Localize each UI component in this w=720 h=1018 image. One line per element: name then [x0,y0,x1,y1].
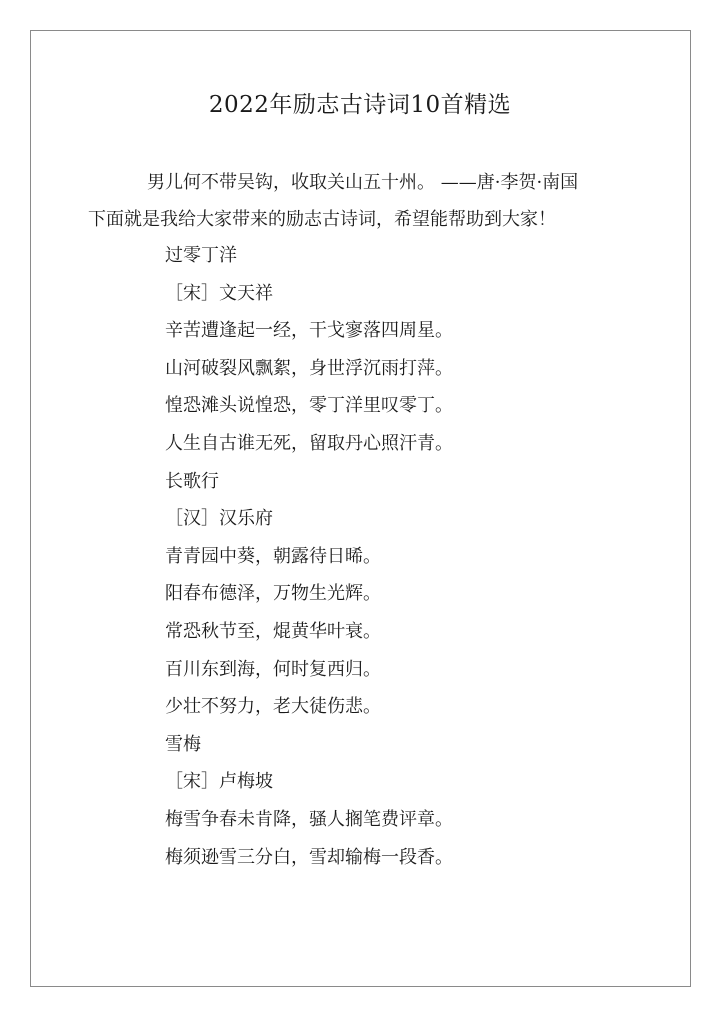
poem-title: 长歌行 [165,470,219,492]
poem-list [165,242,453,881]
intro-quote: 男儿何不带吴钩，收取关山五十州。 ——唐·李贺·南国 [147,172,579,193]
document-title: 2022年励志古诗词10首精选 [208,92,512,118]
poem-verse: 梅须逊雪三分白，雪却输梅一段香。 [165,846,453,868]
poem-title: 雪梅 [165,733,201,755]
poem-verse: 青青园中葵，朝露待日晞。 [165,545,381,567]
poem-verse: 辛苦遭逢起一经，干戈寥落四周星。 [165,320,453,342]
poem-author: ［汉］汉乐府 [165,508,273,530]
intro-sentence: 下面就是我给大家带来的励志古诗词，希望能帮助到大家！ [88,209,556,230]
poem-verse: 山河破裂风飘絮，身世浮沉雨打萍。 [165,357,453,379]
poem-verse: 少壮不努力，老大徒伤悲。 [165,696,381,718]
poem-author: ［宋］文天祥 [165,282,273,304]
poem-verse: 阳春布德泽，万物生光辉。 [165,583,381,605]
poem-verse: 梅雪争春未肯降，骚人搁笔费评章。 [165,808,453,830]
poem-title: 过零丁洋 [165,245,237,266]
poem-verse: 百川东到海，何时复西归。 [165,658,381,680]
poem-verse: 惶恐滩头说惶恐，零丁洋里叹零丁。 [165,395,453,417]
poem-author: ［宋］卢梅坡 [165,771,273,793]
poem-verse: 人生自古谁无死，留取丹心照汗青。 [165,432,453,454]
poem-verse: 常恐秋节至，焜黄华叶衰。 [165,620,381,642]
